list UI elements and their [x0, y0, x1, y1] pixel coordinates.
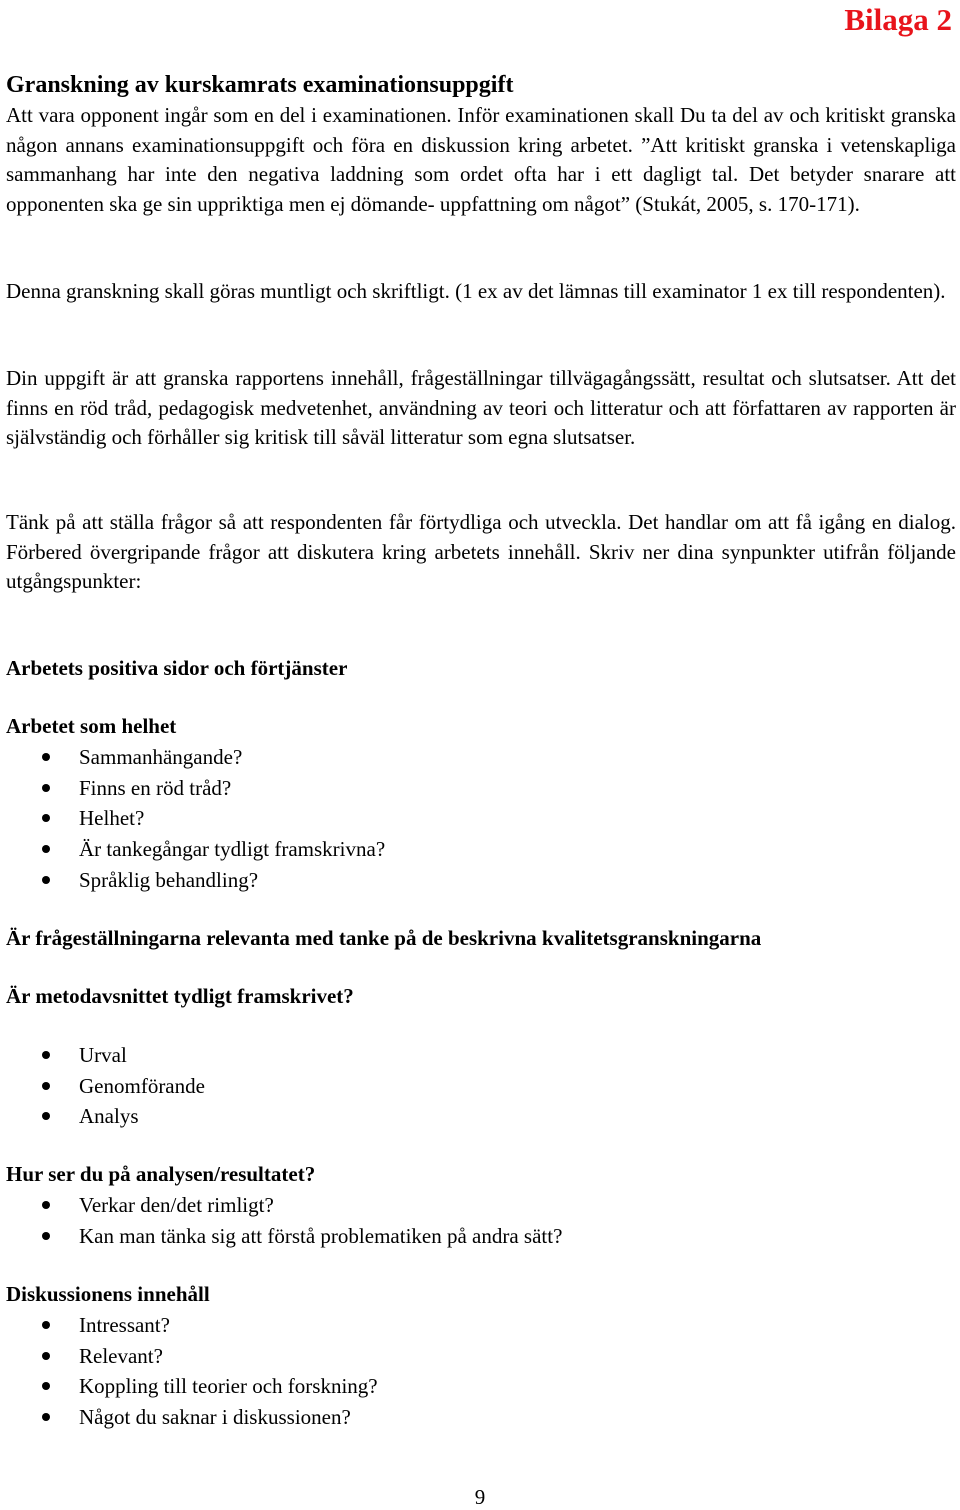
heading-method: Är metodavsnittet tydligt framskrivet?	[6, 984, 354, 1008]
bullet-icon	[42, 1321, 50, 1329]
list-discussion	[6, 1310, 378, 1433]
list-item: Koppling till teorier och forskning?	[6, 1371, 378, 1402]
paragraph-dialog: Tänk på att ställa frågor så att respondenten får förtydliga och utveckla. Det handlar om att få igång en dialog. Förbered övergripande frågor att diskutera kring arbetets innehåll. Skriv ner dina synpunkter utifrån följande utgångspunkter:	[6, 510, 956, 593]
list-item: Sammanhängande?	[6, 742, 385, 773]
list-item: Genomförande	[6, 1071, 205, 1102]
list-item: Något du saknar i diskussionen?	[6, 1402, 378, 1433]
appendix-tag: Bilaga 2	[844, 2, 952, 37]
list-item: Helhet?	[6, 803, 385, 834]
heading-analysis: Hur ser du på analysen/resultatet?	[6, 1162, 316, 1186]
bullet-icon	[42, 753, 50, 761]
paragraph-oral-written: Denna granskning skall göras muntligt och skriftligt. (1 ex av det lämnas till examinator 1 ex till respondenten).	[6, 279, 946, 303]
bullet-icon	[42, 1232, 50, 1240]
list-item: Finns en röd tråd?	[6, 773, 385, 804]
bullet-icon	[42, 1082, 50, 1090]
bullet-icon	[42, 814, 50, 822]
list-item: Relevant?	[6, 1341, 378, 1372]
heading-positive: Arbetets positiva sidor och förtjänster	[6, 656, 348, 680]
list-item: Intressant?	[6, 1310, 378, 1341]
intro-paragraph: Att vara opponent ingår som en del i examinationen. Inför examinationen skall Du ta del av och kritiskt granska någon annans examinationsuppgift och föra en diskussion kring arbetet. ”Att kritiskt granska i vetenskapliga sammanhang har inte den negativa laddning som ordet ofta har i ett dagligt tal. Det betyder snarare att opponenten ska ge sin uppriktiga men ej dömande- uppfattning om något” (Stukát, 2005, s. 170-171).	[6, 103, 956, 216]
list-item: Analys	[6, 1101, 205, 1132]
bullet-icon	[42, 876, 50, 884]
bullet-icon	[42, 784, 50, 792]
heading-whole: Arbetet som helhet	[6, 714, 177, 738]
list-item: Är tankegångar tydligt framskrivna?	[6, 834, 385, 865]
list-item: Urval	[6, 1040, 205, 1071]
bullet-icon	[42, 1112, 50, 1120]
list-analysis	[6, 1190, 562, 1251]
bullet-icon	[42, 1352, 50, 1360]
heading-discussion: Diskussionens innehåll	[6, 1282, 210, 1306]
bullet-icon	[42, 845, 50, 853]
bullet-icon	[42, 1051, 50, 1059]
paragraph-task: Din uppgift är att granska rapportens innehåll, frågeställningar tillvägagångssätt, resultat och slutsatser. Att det finns en röd tråd, pedagogisk medvetenhet, användning av teori och litteratur och att författaren av rapporten är självständig och förhåller sig kritisk till såväl litteratur som egna slutsatser.	[6, 366, 956, 449]
bullet-icon	[42, 1382, 50, 1390]
page-number: 9	[474, 1485, 486, 1509]
list-item: Verkar den/det rimligt?	[6, 1190, 562, 1221]
list-item: Kan man tänka sig att förstå problematiken på andra sätt?	[6, 1221, 562, 1252]
bullet-icon	[42, 1201, 50, 1209]
list-whole	[6, 742, 385, 895]
bullet-icon	[42, 1413, 50, 1421]
document-title: Granskning av kurskamrats examinationsuppgift	[6, 72, 514, 98]
heading-questions: Är frågeställningarna relevanta med tanke på de beskrivna kvalitetsgranskningarna	[6, 926, 762, 950]
list-method	[6, 1040, 205, 1132]
list-item: Språklig behandling?	[6, 865, 385, 896]
